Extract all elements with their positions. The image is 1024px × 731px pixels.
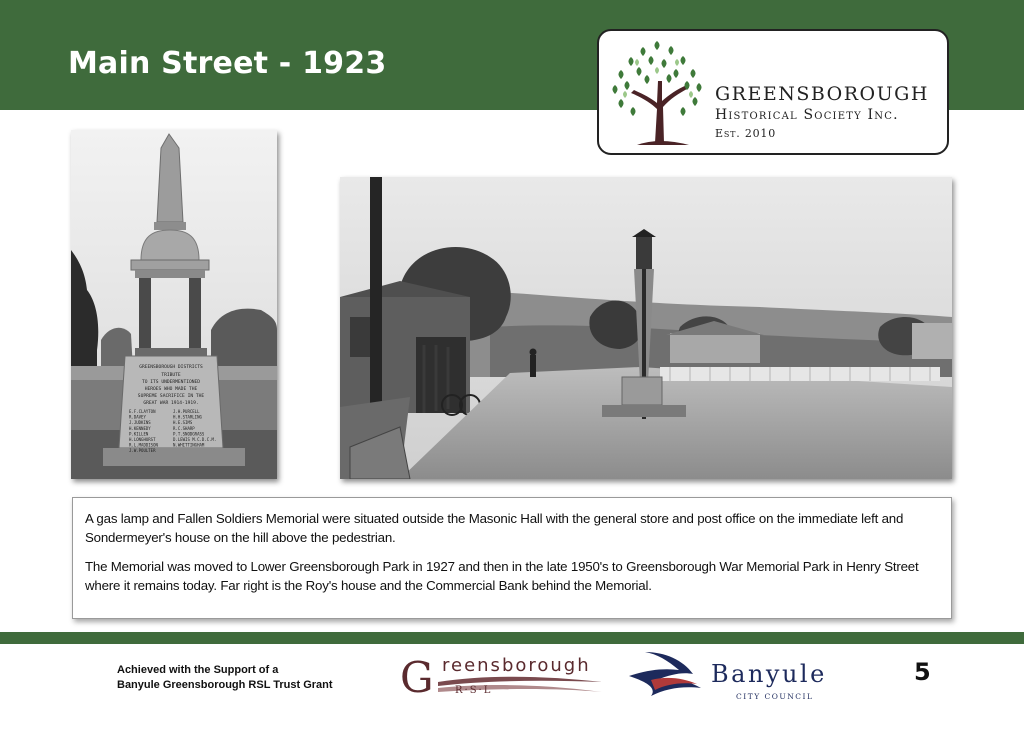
inscription-name: H.KENNEDY: [129, 425, 151, 431]
caption-paragraph: A gas lamp and Fallen Soldiers Memorial were situated outside the Masonic Hall with the general store and post office on the immediate left and Sondermeyer's house on the hill above the pedestrian.: [85, 511, 904, 545]
rsl-wordmark: reensborough: [442, 655, 591, 676]
inscription-heading: GREENSBOROUGH DISTRICTS: [139, 365, 203, 370]
svg-text:G: G: [400, 653, 434, 702]
inscription-name: J.W.POULTER: [129, 448, 156, 454]
bird-icon: [627, 650, 703, 698]
grant-line: Banyule Greensborough RSL Trust Grant: [117, 679, 333, 691]
inscription-name: H.H.STARLING: [173, 414, 202, 420]
page-title: Main Street - 1923: [68, 46, 387, 81]
inscription-line: GREAT WAR 1914-1919.: [143, 401, 199, 406]
inscription-line: TRIBUTE: [161, 373, 181, 378]
inscription-name: R.DAVEY: [129, 414, 146, 420]
inscription-name: P.T.SNODGRASS: [173, 431, 205, 437]
inscription-name: N.WHITTINGHAM: [173, 442, 205, 448]
banyule-wordmark: Banyule: [711, 660, 827, 688]
inscription-name: J.JUDKINS: [129, 420, 151, 426]
footer-band: [0, 632, 1024, 644]
caption-box: [72, 497, 952, 619]
inscription-line: TO ITS UNDERMENTIONED: [141, 380, 201, 385]
logo-subtitle: Historical Society Inc.: [715, 107, 899, 123]
banyule-subtitle: CITY COUNCIL: [736, 692, 814, 701]
inscription-line: SUPREME SACRIFICE IN THE: [137, 394, 205, 399]
inscription-line: HEROES WHO MADE THE: [144, 387, 198, 392]
inscription-name: D.LEWIS M.C.D.C.M.: [173, 437, 217, 442]
memorial-photo: [71, 130, 277, 479]
caption-paragraph: The Memorial was moved to Lower Greensborough Park in 1927 and then in the late 1950's to Greensborough War Memorial Park in Henry Street where it remains today. Far right is the Roy's house and the Commercial Bank behind the Memorial.: [85, 559, 919, 593]
main-street-photo: [340, 177, 952, 479]
inscription-name: H.LONGHURST: [129, 437, 156, 442]
grant-acknowledgement: [117, 663, 333, 693]
tree-icon: [607, 37, 709, 149]
inscription-name: E.F.CLAYTON: [129, 409, 156, 414]
grant-line: Achieved with the Support of a: [117, 664, 279, 676]
inscription-name: H.E.SIMS: [173, 420, 193, 426]
logo-title: GREENSBOROUGH: [715, 83, 929, 105]
inscription-name: R.C.SHARP: [173, 425, 195, 431]
page-number: 5: [914, 658, 931, 686]
historical-society-logo: [597, 29, 949, 155]
inscription-name: R.L.MADDISON: [129, 442, 158, 448]
inscription-name: J.H.PURCELL: [173, 409, 200, 414]
inscription-name: P.KILLEN: [129, 431, 149, 437]
logo-established: Est. 2010: [715, 127, 777, 140]
rsl-subtitle: R·S·L: [455, 685, 493, 696]
